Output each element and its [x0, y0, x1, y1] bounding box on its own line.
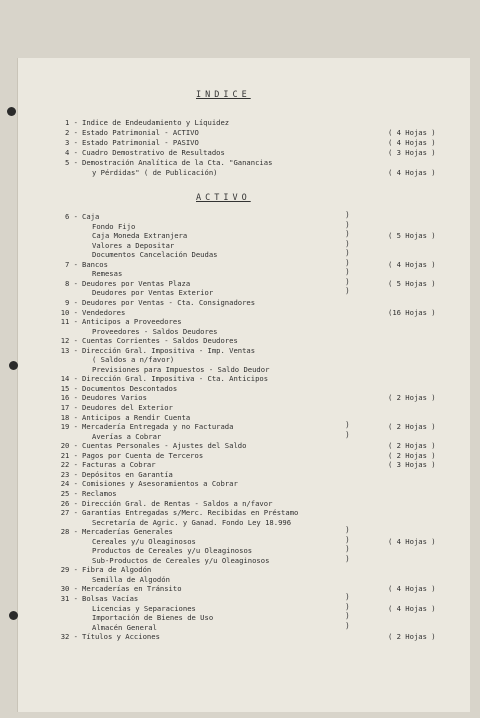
entry-number: 1 - — [65, 118, 78, 127]
index-entry — [0, 527, 480, 537]
brace-mark: ) — [345, 420, 350, 430]
entry-text: Previsiones para Impuestos - Saldo Deudor — [92, 364, 270, 374]
entry-text: Vendedores — [82, 307, 126, 317]
index-entry — [0, 422, 480, 432]
entry-text: Pagos por Cuenta de Terceros — [82, 450, 204, 460]
brace-mark: ) — [345, 620, 350, 630]
entry-text: Bolsas Vacías — [82, 594, 139, 603]
entry-number: 15 - — [60, 383, 78, 393]
brace-mark: ) — [345, 534, 350, 544]
entry-page-count: ( 4 Hojas ) — [388, 138, 436, 147]
index-entry — [0, 374, 480, 384]
index-entry — [0, 575, 480, 585]
entry-text: Deudores por Ventas Exterior — [92, 288, 214, 298]
entry-text: Dirección Gral. de Rentas - Saldos a n/favor — [82, 498, 273, 508]
entry-text: Secretaría de Agric. y Ganad. Fondo Ley 18.996 — [92, 517, 292, 527]
index-entry — [0, 403, 480, 413]
entry-number: 31 - — [60, 594, 78, 603]
index-entry — [0, 594, 480, 604]
index-entry — [0, 158, 480, 168]
entry-number: 12 - — [60, 336, 78, 346]
entry-text: Mercaderías Generales — [82, 527, 173, 537]
entry-text: Deudores por Ventas Plaza — [82, 278, 191, 288]
entry-text: Proveedores - Saldos Deudores — [92, 326, 218, 336]
entry-number: 25 - — [60, 488, 78, 498]
brace-mark: ) — [345, 229, 350, 239]
entry-text: Reclamos — [82, 488, 117, 498]
index-entry — [0, 534, 480, 547]
brace-mark: ) — [345, 248, 350, 258]
index-entry — [0, 355, 480, 365]
index-entry — [0, 518, 480, 528]
binder-hole-top — [7, 107, 16, 116]
brace-mark: ) — [345, 219, 350, 229]
index-entry — [0, 553, 480, 566]
entry-text: Valores a Depositar — [92, 240, 175, 250]
entry-text: Remesas — [92, 269, 123, 279]
index-entry — [0, 168, 480, 178]
entry-text: Documentos Descontados — [82, 383, 178, 393]
entry-text: Semilla de Algodón — [92, 574, 170, 584]
entry-page-count: ( 4 Hojas ) — [388, 536, 436, 546]
index-entry — [0, 601, 480, 614]
entry-text: Títulos y Acciones — [82, 632, 160, 642]
entry-number: 8 - — [65, 278, 78, 288]
entry-text: Anticipos a Rendir Cuenta — [82, 412, 191, 422]
index-entry — [0, 489, 480, 499]
entry-text: Deudores Varios — [82, 393, 147, 403]
entry-text: Sub-Productos de Cereales y/u Oleaginosos — [92, 555, 270, 565]
index-entry — [0, 148, 480, 158]
entry-number: 23 - — [60, 469, 78, 479]
entry-number: 18 - — [60, 412, 78, 422]
index-entry — [0, 327, 480, 337]
entry-page-count: ( 4 Hojas ) — [388, 168, 436, 177]
brace-mark: ) — [345, 525, 350, 535]
brace-mark: ) — [345, 601, 350, 611]
entry-page-count: ( 3 Hojas ) — [388, 148, 436, 157]
entry-text: Fibra de Algodón — [82, 565, 152, 575]
index-entry — [0, 231, 480, 241]
index-entry — [0, 257, 480, 270]
entry-text: Importación de Bienes de Uso — [92, 613, 214, 623]
entry-number: 6 - — [65, 212, 78, 221]
entry-number: 2 - — [65, 128, 78, 137]
entry-text: Depósitos en Garantía — [82, 469, 173, 479]
entry-text: Garantías Entregadas s/Merc. Recibidas en Préstamo — [82, 508, 299, 518]
entry-text: Estado Patrimonial - ACTIVO — [82, 128, 199, 137]
entry-text: Dirección Gral. Impositiva - Imp. Ventas — [82, 345, 256, 355]
entry-number: 13 - — [60, 345, 78, 355]
index-entry — [0, 413, 480, 423]
index-entry — [0, 429, 480, 442]
brace-mark: ) — [345, 238, 350, 248]
entry-number: 5 - — [65, 158, 78, 167]
entry-page-count: ( 5 Hojas ) — [388, 231, 436, 241]
index-entry — [0, 288, 480, 298]
index-entry — [0, 546, 480, 556]
entry-text: Dirección Gral. Impositiva - Cta. Anticipos — [82, 374, 269, 384]
entry-text: Comisiones y Asesoramientos a Cobrar — [82, 479, 238, 489]
index-entry — [0, 212, 480, 222]
entry-number: 29 - — [60, 565, 78, 575]
entry-text: Caja — [82, 212, 100, 221]
entry-text: Cuentas Personales - Ajustes del Saldo — [82, 441, 247, 451]
entry-text: Documentos Cancelación Deudas — [92, 250, 218, 260]
brace-mark: ) — [345, 544, 350, 554]
index-entry — [0, 499, 480, 509]
entry-number: 22 - — [60, 460, 78, 470]
entry-page-count: ( 2 Hojas ) — [388, 393, 436, 403]
brace-mark: ) — [345, 257, 350, 267]
entry-number: 7 - — [65, 259, 78, 269]
entry-text: Averías a Cobrar — [92, 431, 162, 441]
brace-mark: ) — [345, 592, 350, 601]
entry-text: Facturas a Cobrar — [82, 460, 156, 470]
brace-mark: ) — [345, 286, 350, 296]
activo-section-title: ACTIVO — [196, 193, 251, 203]
index-entry — [0, 620, 480, 633]
index-entry — [0, 250, 480, 260]
entry-text: Cuentas Corrientes - Saldos Deudores — [82, 336, 238, 346]
entry-number: 17 - — [60, 403, 78, 412]
entry-text: Mercaderías en Tránsito — [82, 584, 182, 594]
entry-text: Mercadería Entregada y no Facturada — [82, 422, 234, 432]
entry-number: 11 - — [60, 317, 78, 327]
entry-number: 30 - — [60, 584, 78, 594]
entry-page-count: ( 2 Hojas ) — [388, 441, 436, 451]
entry-number: 4 - — [65, 148, 78, 157]
index-entry — [0, 336, 480, 346]
entry-number: 19 - — [60, 422, 78, 432]
brace-mark: ) — [345, 276, 350, 286]
entry-number: 10 - — [60, 307, 78, 317]
entry-page-count: ( 2 Hojas ) — [388, 450, 436, 460]
entry-number: 27 - — [60, 508, 78, 518]
entry-text: Deudores del Exterior — [82, 403, 173, 412]
entry-text: Caja Moneda Extranjera — [92, 231, 188, 241]
entry-number: 16 - — [60, 393, 78, 403]
brace-mark: ) — [345, 611, 350, 621]
entry-text: Anticipos a Proveedores — [82, 317, 182, 327]
entry-page-count: ( 4 Hojas ) — [388, 259, 436, 269]
entry-number: 28 - — [60, 527, 78, 537]
entry-text: Cuadro Demostrativo de Resultados — [82, 148, 225, 157]
index-entry — [0, 584, 480, 594]
index-entry — [0, 308, 480, 318]
index-entry — [0, 451, 480, 461]
index-entry — [0, 219, 480, 232]
index-entry — [0, 317, 480, 327]
index-title: INDICE — [196, 90, 251, 100]
index-entry — [0, 138, 480, 148]
brace-mark: ) — [345, 267, 350, 277]
entry-text: Bancos — [82, 259, 108, 269]
entry-page-count: ( 4 Hojas ) — [388, 584, 436, 594]
entry-page-count: (16 Hojas ) — [388, 307, 436, 317]
entry-page-count: ( 4 Hojas ) — [388, 603, 436, 613]
entry-text: Licencias y Separaciones — [92, 603, 196, 613]
index-entry — [0, 460, 480, 470]
index-entry — [0, 269, 480, 279]
entry-text: y Pérdidas" ( de Publicación) — [92, 168, 218, 177]
brace-mark: ) — [345, 553, 350, 563]
entry-number: 14 - — [60, 374, 78, 384]
entry-text: Fondo Fijo — [92, 221, 136, 231]
entry-page-count: ( 4 Hojas ) — [388, 128, 436, 137]
index-entry — [0, 470, 480, 480]
index-entry — [0, 479, 480, 489]
index-entry — [0, 508, 480, 518]
entry-text: Productos de Cereales y/u Oleaginosos — [92, 546, 253, 556]
entry-number: 3 - — [65, 138, 78, 147]
entry-text: Estado Patrimonial - PASIVO — [82, 138, 199, 147]
entry-page-count: ( 2 Hojas ) — [388, 422, 436, 432]
entry-number: 32 - — [60, 632, 78, 642]
index-entry — [0, 384, 480, 394]
index-entry — [0, 393, 480, 403]
entry-page-count: ( 5 Hojas ) — [388, 278, 436, 288]
entry-text: ( Saldos a n/favor) — [92, 355, 175, 365]
index-entry — [0, 365, 480, 375]
entry-number: 21 - — [60, 450, 78, 460]
entry-number: 9 - — [65, 297, 78, 307]
brace-mark: ) — [345, 210, 350, 219]
entry-text: Cereales y/u Oleaginosos — [92, 536, 196, 546]
index-entry — [0, 128, 480, 138]
entry-number: 20 - — [60, 441, 78, 451]
brace-mark: ) — [345, 429, 350, 439]
index-entry — [0, 441, 480, 451]
index-entry — [0, 238, 480, 251]
index-entry — [0, 346, 480, 356]
entry-text: Demostración Analítica de la Cta. "Ganancias — [82, 158, 273, 167]
index-entry — [0, 565, 480, 575]
entry-page-count: ( 3 Hojas ) — [388, 460, 436, 470]
index-entry — [0, 613, 480, 623]
index-entry — [0, 118, 480, 128]
entry-number: 26 - — [60, 498, 78, 508]
index-entry — [0, 276, 480, 289]
index-entry — [0, 298, 480, 308]
entry-number: 24 - — [60, 479, 78, 489]
entry-page-count: ( 2 Hojas ) — [388, 632, 436, 642]
entry-text: Almacén General — [92, 622, 157, 632]
entry-text: Indice de Endeudamiento y Líquidez — [82, 118, 230, 127]
entry-text: Deudores por Ventas - Cta. Consignadores — [82, 297, 256, 307]
index-entry — [0, 632, 480, 642]
